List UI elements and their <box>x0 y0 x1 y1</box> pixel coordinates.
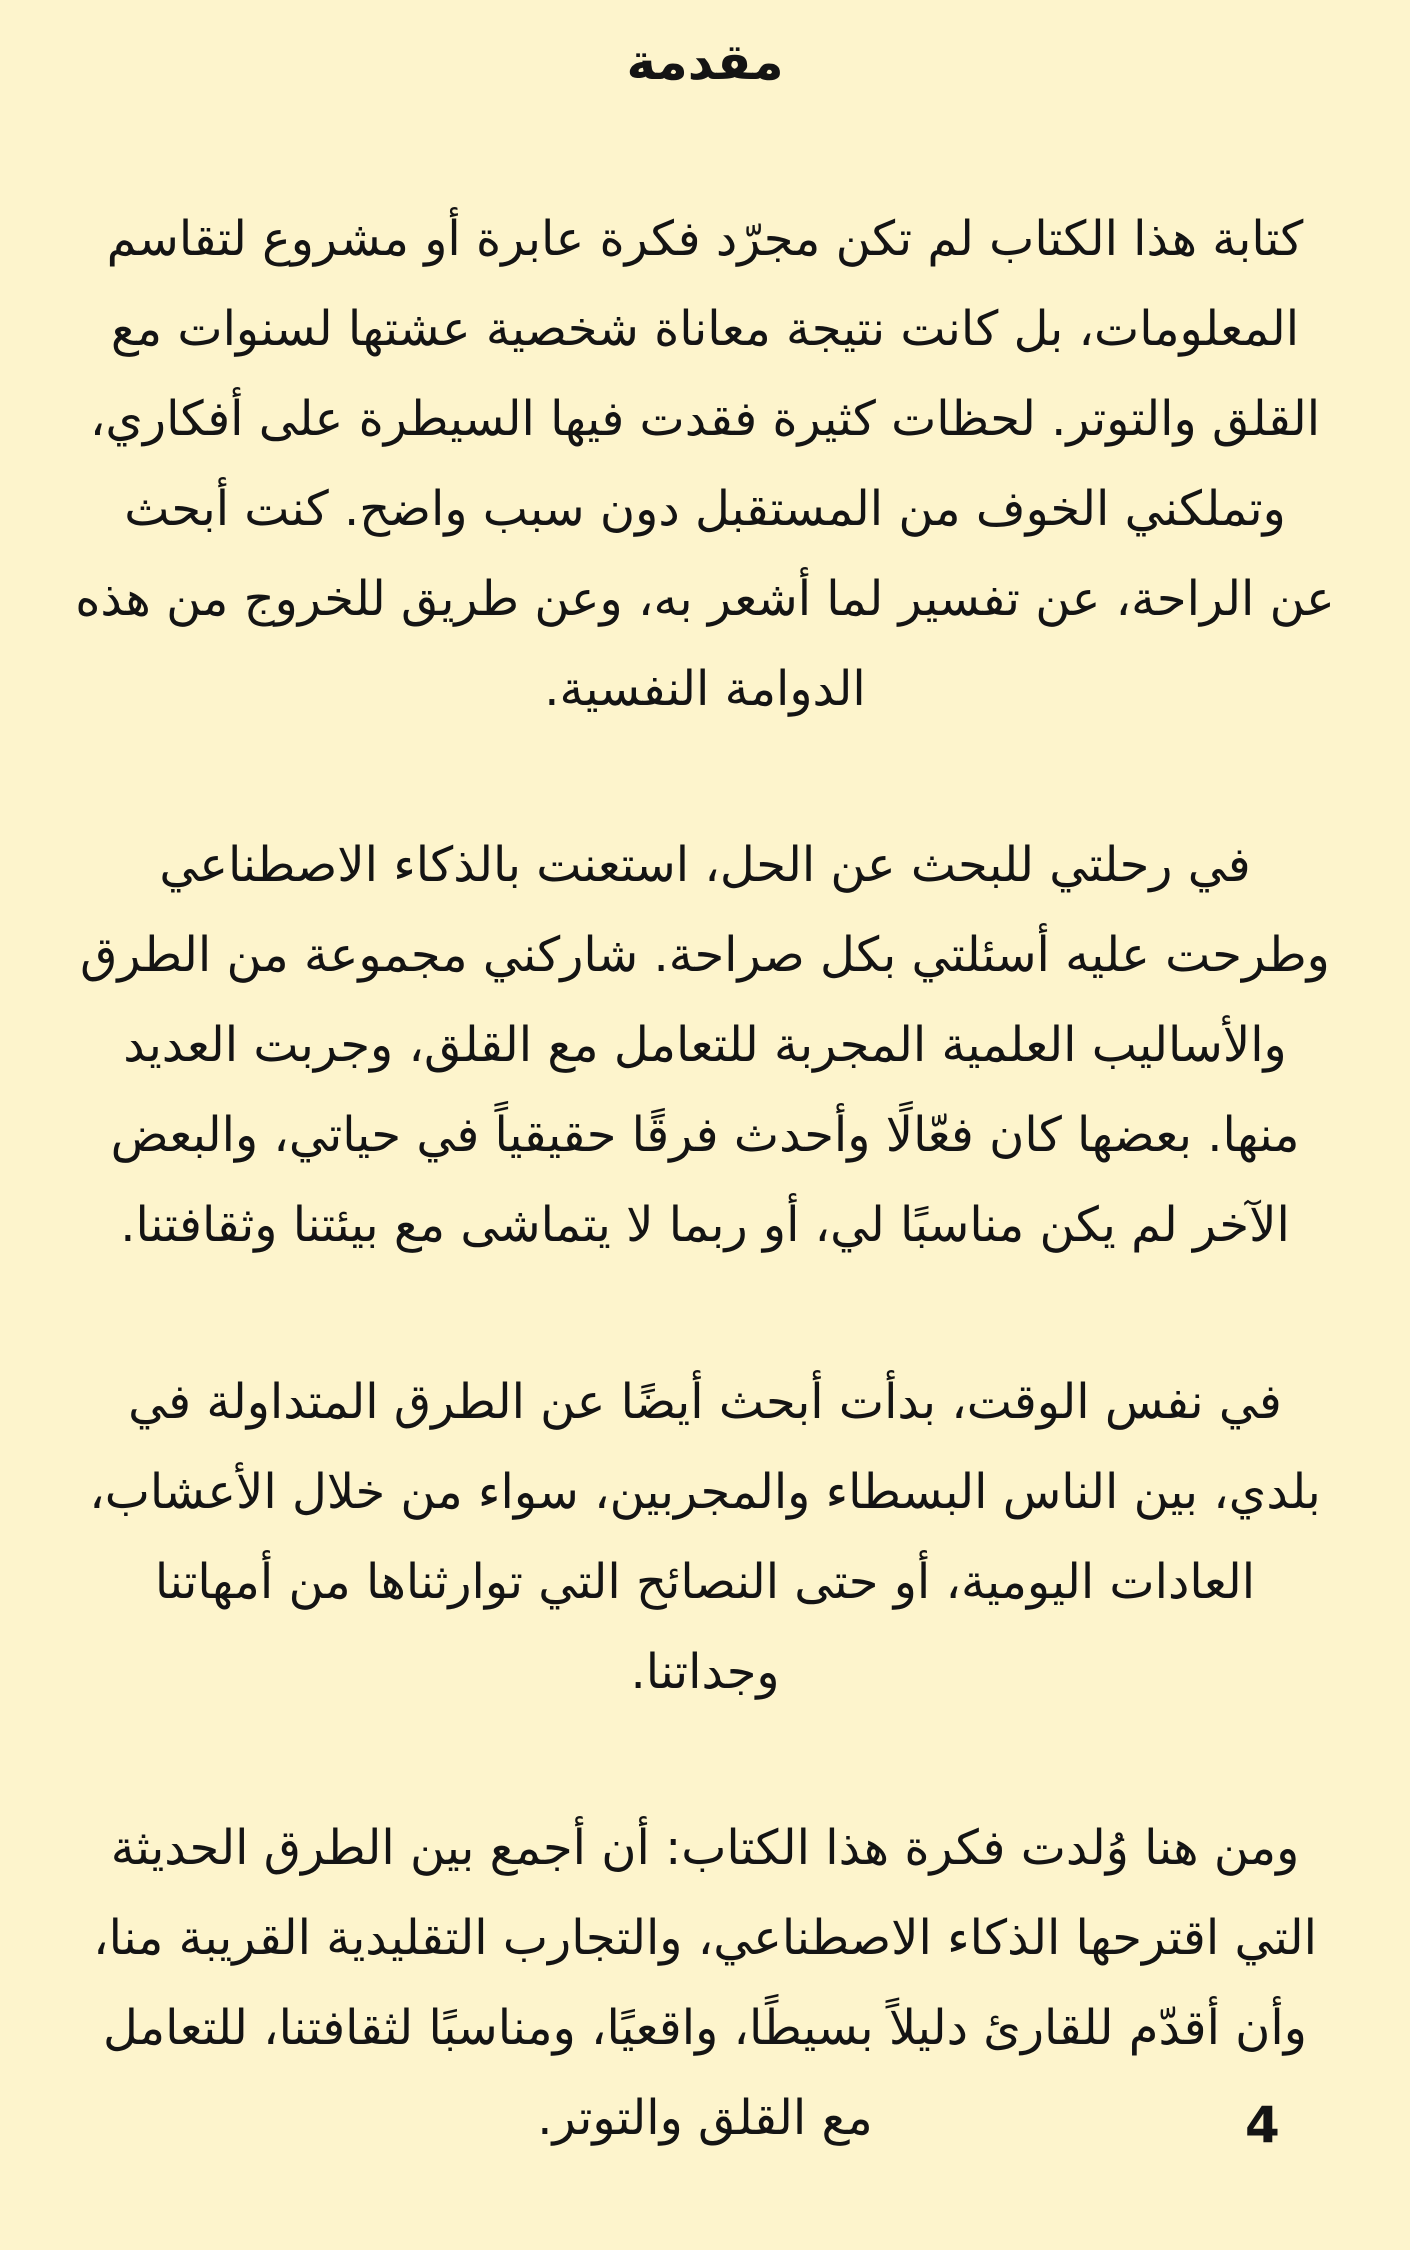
paragraph-line: منها. بعضها كان فعّالًا وأحدث فرقًا حقيقياً في حياتي، والبعض <box>110 1107 1300 1163</box>
paragraph-line: مع القلق والتوتر. <box>537 2090 873 2146</box>
paragraph-line: في نفس الوقت، بدأت أبحث أيضًا عن الطرق المتداولة في <box>128 1374 1282 1430</box>
paragraph-line: الآخر لم يكن مناسبًا لي، أو ربما لا يتماشى مع بيئتنا وثقافتنا. <box>120 1197 1290 1253</box>
paragraph-line: عن الراحة، عن تفسير لما أشعر به، وعن طريق للخروج من هذه <box>75 571 1335 627</box>
paragraph-line: التي اقترحها الذكاء الاصطناعي، والتجارب التقليدية القريبة منا، <box>93 1910 1317 1966</box>
paragraph-line: بلدي، بين الناس البسطاء والمجربين، سواء من خلال الأعشاب، <box>89 1464 1321 1520</box>
paragraph-line: والأساليب العلمية المجربة للتعامل مع القلق، وجربت العديد <box>123 1017 1287 1073</box>
paragraph-line: كتابة هذا الكتاب لم تكن مجرّد فكرة عابرة أو مشروع لتقاسم <box>106 211 1304 267</box>
page-number: 4 <box>1245 2096 1280 2154</box>
paragraph-line: المعلومات، بل كانت نتيجة معاناة شخصية عشتها لسنوات مع <box>110 301 1300 357</box>
paragraph-line: وطرحت عليه أسئلتي بكل صراحة. شاركني مجموعة من الطرق <box>80 927 1330 983</box>
chapter-title: مقدمة <box>626 33 784 91</box>
paragraph-line: العادات اليومية، أو حتى النصائح التي توارثناها من أمهاتنا <box>154 1554 1256 1610</box>
paragraph-line: الدوامة النفسية. <box>544 661 866 717</box>
paragraph-1 <box>40 194 1370 734</box>
paragraph-2 <box>40 820 1370 1270</box>
paragraph-line: وتملكني الخوف من المستقبل دون سبب واضح. كنت أبحث <box>124 481 1286 537</box>
paragraph-line: في رحلتي للبحث عن الحل، استعنت بالذكاء الاصطناعي <box>159 837 1251 893</box>
paragraph-4 <box>40 1803 1370 2163</box>
paragraph-line: القلق والتوتر. لحظات كثيرة فقدت فيها السيطرة على أفكاري، <box>89 391 1321 447</box>
paragraph-line: وأن أقدّم للقارئ دليلاً بسيطًا، واقعيًا، ومناسبًا لثقافتنا، للتعامل <box>103 2000 1307 2056</box>
paragraph-3 <box>40 1357 1370 1717</box>
paragraph-line: وجداتنا. <box>630 1644 780 1700</box>
paragraph-line: ومن هنا وُلدت فكرة هذا الكتاب: أن أجمع بين الطرق الحديثة <box>110 1820 1300 1876</box>
